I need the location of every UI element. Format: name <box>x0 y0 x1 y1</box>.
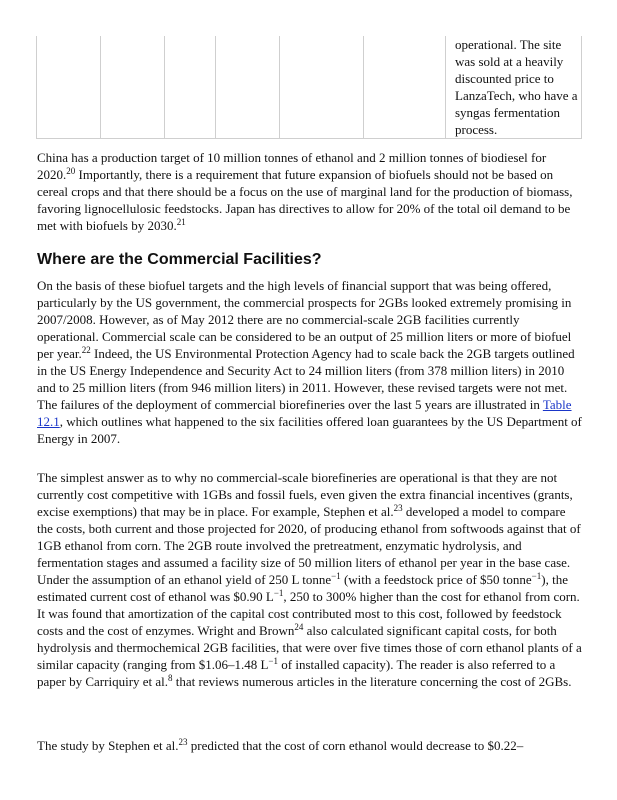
table-cell <box>216 36 280 138</box>
table-cell <box>280 36 364 138</box>
reference-superscript: 22 <box>81 345 91 355</box>
text-run: China has a production target of 10 million tonnes of ethanol and 2 million tonnes of biodiesel for 2020. <box>37 150 547 182</box>
table-cell <box>101 36 165 138</box>
table-cell <box>165 36 216 138</box>
paragraph-corn-ethanol-cost <box>37 737 583 754</box>
unit-exponent: −1 <box>268 656 278 666</box>
text-run: Indeed, the US Environmental Protection Agency had to scale back the 2GB targets outlined in the US Energy Independence and Security Act to 24 million liters (from 378 million liters) in 2010 and to 25 million liters (from 946 million liters) in 2011. However, these revised targets were not met. The failures of the deployment of commercial biorefineries over the last 5 years are illustrated in <box>37 346 575 412</box>
table-fragment <box>36 36 582 139</box>
reference-superscript: 8 <box>168 673 173 683</box>
text-run: , which outlines what happened to the six facilities offered loan guarantees by the US Department of Energy in 2007. <box>37 414 582 446</box>
text-run: On the basis of these biofuel targets and the high levels of financial support that was being offered, particularly by the US government, the commercial prospects for 2GBs looked extremely promising in 2007/2008. However, as of May 2012 there are no commercial-scale 2GB facilities currently operational. Commercial scale can be considered to be an output of 25 million liters or more of biofuel per year. <box>37 278 572 361</box>
reference-superscript: 23 <box>178 737 188 747</box>
text-run: developed a model to compare the costs, both current and those projected for 2020, of producing ethanol from softwoods against that of 1GB ethanol from corn. The 2GB route involved the pretreatment, enzymatic hydrolysis, and fermentation stages and assumed a facility size of 50 million liters of ethanol per year in the base case. Under the assumption of an ethanol yield of 250 L tonne <box>37 504 581 587</box>
text-run: Importantly, there is a requirement that future expansion of biofuels should not be based on cereal crops and that there should be a focus on the use of marginal land for the production of biomass, favoring lignocellulosic feedstocks. Japan has directives to allow for 20% of the total oil demand to be met with biofuels by 2030. <box>37 167 573 233</box>
text-run: of installed capacity). The reader is also referred to a paper by Carriquiry et al. <box>37 657 556 689</box>
paragraph-commercial-prospects <box>37 277 583 447</box>
table-12-1-link[interactable]: Table 12.1 <box>37 397 572 429</box>
text-run: ), the estimated current cost of ethanol was $0.90 L <box>37 572 568 604</box>
text-run: The study by Stephen et al. <box>37 738 179 753</box>
reference-superscript: 21 <box>176 217 186 227</box>
text-run: , 250 to 300% higher than the cost for ethanol from corn. It was found that amortization of the capital cost contributed most to this cost, followed by feedstock costs and the cost of enzymes. Wright and Brown <box>37 589 580 638</box>
unit-exponent: −1 <box>331 571 341 581</box>
text-run: (with a feedstock price of $50 tonne <box>340 572 532 587</box>
text-run: also calculated significant capital costs, for both hydrolysis and thermochemical 2GB facilities, that were over five times those of corn ethanol plants of a similar capacity (ranging from $1.06–1.48 L <box>37 623 582 672</box>
table-cell-text: operational. The site was sold at a heavily discounted price to LanzaTech, who have a syngas fermentation process. <box>455 37 578 137</box>
reference-superscript: 24 <box>294 622 304 632</box>
paragraph-cost-competitiveness <box>37 469 583 690</box>
reference-superscript: 20 <box>66 166 76 176</box>
text-run: predicted that the cost of corn ethanol would decrease to $0.22– <box>187 738 524 753</box>
table-cell-notes <box>446 36 581 138</box>
section-heading: Where are the Commercial Facilities? <box>37 251 322 268</box>
unit-exponent: −1 <box>273 588 284 598</box>
paragraph-china-japan-targets <box>37 149 583 234</box>
text-run: The simplest answer as to why no commercial-scale biorefineries are operational is that they are not currently cost competitive with 1GBs and fossil fuels, even given the extra financial incentives (grants, excise exemptions) that may be in place. For example, Stephen et al. <box>37 470 573 519</box>
reference-superscript: 23 <box>393 503 403 513</box>
unit-exponent: −1 <box>531 571 542 581</box>
table-cell <box>37 36 101 138</box>
text-run: that reviews numerous articles in the literature concerning the cost of 2GBs. <box>172 674 572 689</box>
table-cell <box>364 36 446 138</box>
